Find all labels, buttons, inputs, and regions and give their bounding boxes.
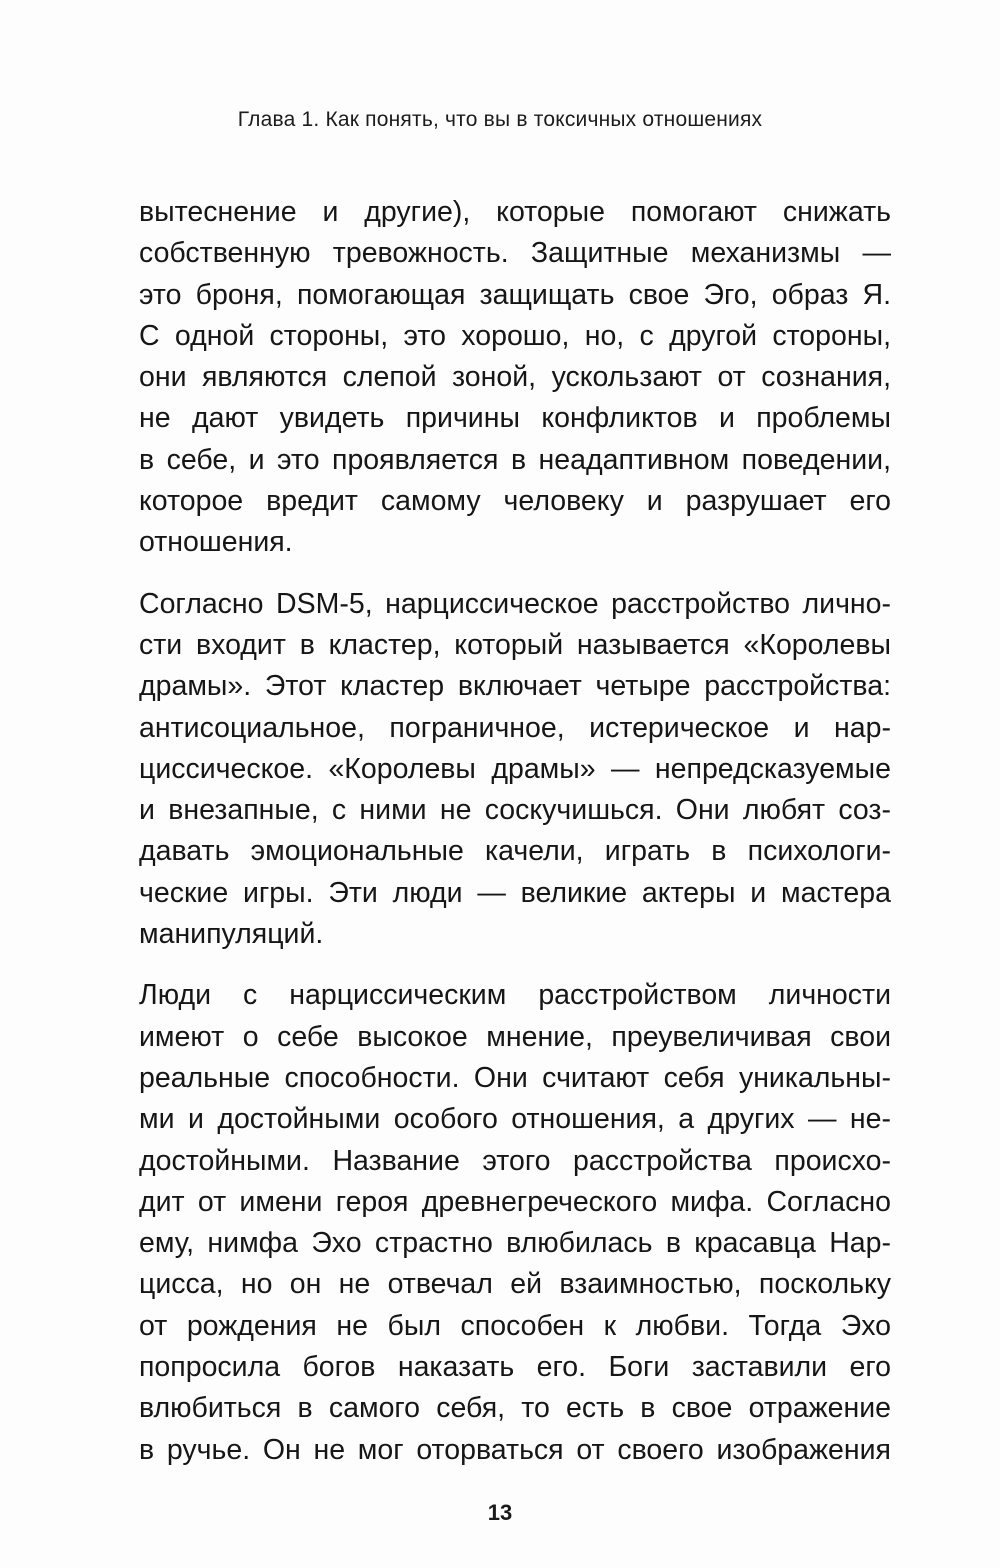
running-head: Глава 1. Как понять, что вы в токсичных отношениях: [237, 108, 763, 131]
text-line: цисса, но он не отвечал ей взаимностью, поскольку: [139, 1268, 891, 1301]
page-number: 13: [487, 1500, 513, 1525]
paragraph: [139, 192, 891, 564]
paragraph: [139, 975, 891, 1471]
text-line: давать эмоциональные качели, играть в психологи-: [139, 835, 891, 868]
text-line: отношения.: [139, 526, 293, 559]
text-line: они являются слепой зоной, ускользают от сознания,: [139, 361, 891, 394]
text-line: ческие игры. Эти люди — великие актеры и мастера: [139, 876, 891, 909]
text-line: циссическое. «Королевы драмы» — непредсказуемые: [139, 752, 891, 785]
text-line: ми и достойными особого отношения, а других — не-: [139, 1103, 891, 1136]
text-line: не дают увидеть причины конфликтов и проблемы: [139, 402, 891, 435]
text-line: от рождения не был способен к любви. Тогда Эхо: [139, 1309, 891, 1342]
text-line: в ручье. Он не мог оторваться от своего изображения: [139, 1433, 891, 1466]
text-line: манипуляций.: [139, 918, 324, 951]
text-line: Люди с нарциссическим расстройством личности: [139, 979, 891, 1012]
body-text: [139, 192, 891, 1491]
text-line: и внезапные, с ними не соскучишься. Они любят соз-: [139, 794, 891, 827]
text-line: вытеснение и другие), которые помогают снижать: [139, 196, 891, 228]
text-line: реальные способности. Они считают себя уникальны-: [139, 1061, 891, 1094]
text-line: ему, нимфа Эхо страстно влюбилась в красавца Нар-: [139, 1227, 891, 1260]
text-line: собственную тревожность. Защитные механизмы —: [139, 237, 891, 270]
paragraph: [139, 584, 891, 956]
text-line: это броня, помогающая защищать свое Эго, образ Я.: [139, 278, 891, 311]
text-line: влюбиться в самого себя, то есть в свое отражение: [139, 1392, 891, 1425]
text-line: попросила богов наказать его. Боги заставили его: [139, 1351, 891, 1384]
text-line: Согласно DSM-5, нарциссическое расстройство лично-: [139, 587, 891, 620]
text-line: антисоциальное, пограничное, истерическое и нар-: [139, 711, 891, 744]
text-line: дит от имени героя древнегреческого мифа. Согласно: [139, 1185, 891, 1218]
text-line: С одной стороны, это хорошо, но, с другой стороны,: [139, 319, 891, 352]
text-line: достойными. Название этого расстройства происхо-: [139, 1144, 891, 1177]
text-line: драмы». Этот кластер включает четыре расстройства:: [139, 670, 891, 703]
text-line: которое вредит самому человеку и разрушает его: [139, 485, 891, 518]
text-line: в себе, и это проявляется в неадаптивном поведении,: [139, 443, 891, 476]
text-line: имеют о себе высокое мнение, преувеличивая свои: [139, 1020, 891, 1053]
text-line: сти входит в кластер, который называется «Королевы: [139, 628, 891, 661]
